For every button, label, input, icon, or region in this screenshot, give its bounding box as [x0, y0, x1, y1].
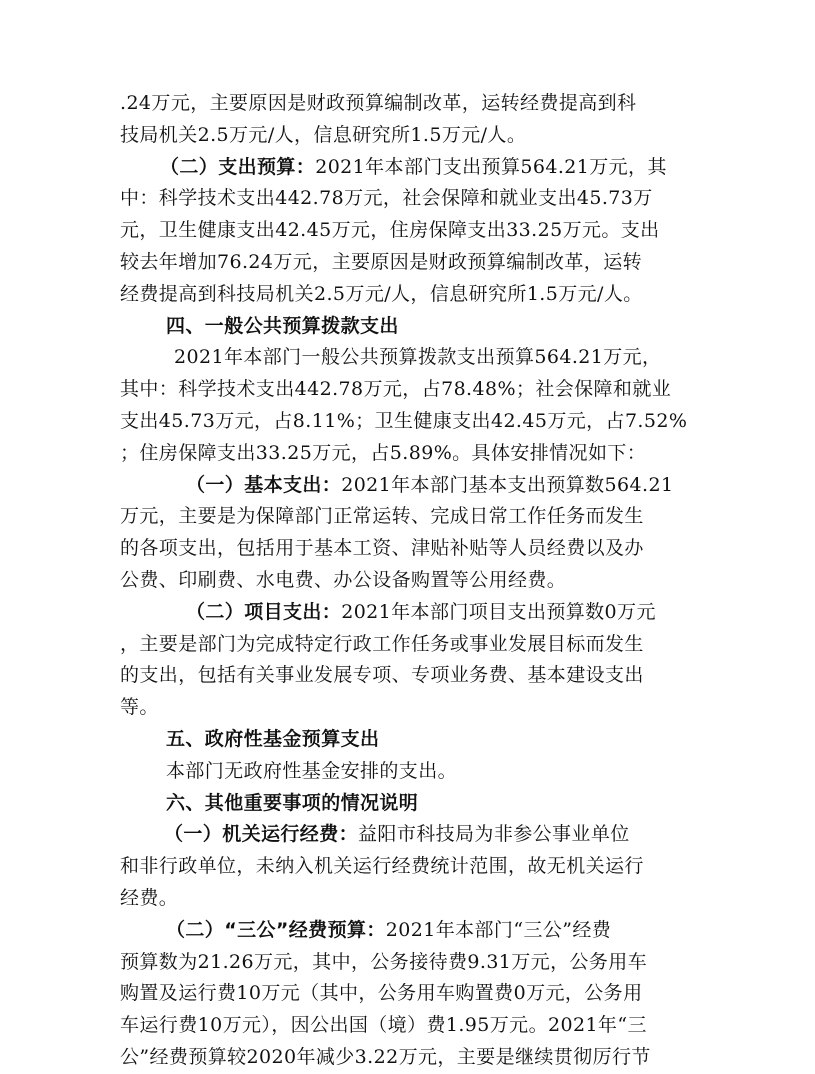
- body-text-line: .24万元，主要原因是财政预算编制改革，运转经费提高到科: [120, 92, 637, 114]
- body-text-line: 公”经费预算较2020年减少3.22万元，主要是继续贯彻厉行节: [120, 1045, 651, 1068]
- body-text-line: 经费提高到科技局机关2.5万元/人，信息研究所1.5万元/人。: [120, 282, 643, 305]
- body-text-line: 支出45.73万元，占8.11%；卫生健康支出42.45万元，占7.52%: [120, 409, 688, 432]
- body-text-span: 益阳市科技局为非参公事业单位: [358, 823, 630, 846]
- body-text-line: 车运行费10万元），因公出国（境）费1.95万元。2021年“三: [120, 1014, 647, 1037]
- body-text-line: 中：科学技术支出442.78万元，社会保障和就业支出45.73万: [120, 187, 653, 210]
- paragraph-project-expenditure: [120, 597, 700, 629]
- body-text-line: 的支出，包括有关事业发展专项、专项业务费、基本建设支出: [120, 664, 644, 687]
- body-text-span: 2021年本部门基本支出预算数564.21: [341, 473, 674, 496]
- body-text-line: 较去年增加76.24万元，主要原因是财政预算编制改革，运转: [120, 250, 642, 273]
- paragraph-basic-expenditure: [120, 470, 700, 502]
- subheading-project-expenditure: （二）项目支出：: [186, 600, 342, 623]
- body-text-line: 购置及运行费10万元（其中，公务用车购置费0万元，公务用: [120, 982, 643, 1005]
- paragraph-expenditure-budget: [120, 152, 700, 184]
- body-text-span: 2021年本部门项目支出预算数0万元: [341, 600, 656, 623]
- section-heading-government-fund: 五、政府性基金预算支出: [166, 727, 380, 750]
- subheading-basic-expenditure: （一）基本支出：: [186, 473, 342, 496]
- body-text-line: 公费、印刷费、水电费、办公设备购置等公用经费。: [120, 568, 567, 591]
- body-text-line: ；住房保障支出33.25万元，占5.89%。具体安排情况如下：: [120, 441, 647, 464]
- document-page: [120, 88, 700, 1074]
- paragraph-operating-expenses: [120, 819, 700, 851]
- body-text-line: 经费。: [120, 886, 179, 909]
- subheading-expenditure-budget: （二）支出预算：: [160, 155, 316, 178]
- subheading-three-public-expenses: （二）“三公”经费预算：: [166, 918, 386, 941]
- paragraph-three-public-expenses: [120, 915, 700, 947]
- section-heading-general-budget: 四、一般公共预算拨款支出: [166, 314, 399, 337]
- body-text-line: 元，卫生健康支出42.45万元，住房保障支出33.25万元。支出: [120, 219, 660, 242]
- body-text-span: 2021年本部门支出预算564.21万元，其: [315, 155, 667, 178]
- body-text-line: 的各项支出，包括用于基本工资、津贴补贴等人员经费以及办: [120, 537, 644, 560]
- body-text-line: 其中：科学技术支出442.78万元，占78.48%；社会保障和就业: [120, 378, 672, 401]
- body-text-line: 万元，主要是为保障部门正常运转、完成日常工作任务而发生: [120, 505, 644, 528]
- body-text-line: ，主要是部门为完成特定行政工作任务或事业发展目标而发生: [120, 632, 644, 655]
- body-text-line: 和非行政单位，未纳入机关运行经费统计范围，故无机关运行: [120, 855, 644, 878]
- section-heading-other-matters: 六、其他重要事项的情况说明: [166, 791, 419, 814]
- body-text-line: 2021年本部门一般公共预算拨款支出预算564.21万元，: [174, 346, 662, 369]
- body-text-span: 2021年本部门“三公”经费: [385, 918, 612, 941]
- body-text-line: 技局机关2.5万元/人，信息研究所1.5万元/人。: [120, 123, 527, 146]
- body-text-line: 本部门无政府性基金安排的支出。: [166, 759, 458, 782]
- subheading-operating-expenses: （一）机关运行经费：: [164, 823, 359, 846]
- body-text-line: 预算数为21.26万元，其中，公务接待费9.31万元，公务用车: [120, 950, 648, 973]
- body-text-line: 等。: [120, 696, 159, 719]
